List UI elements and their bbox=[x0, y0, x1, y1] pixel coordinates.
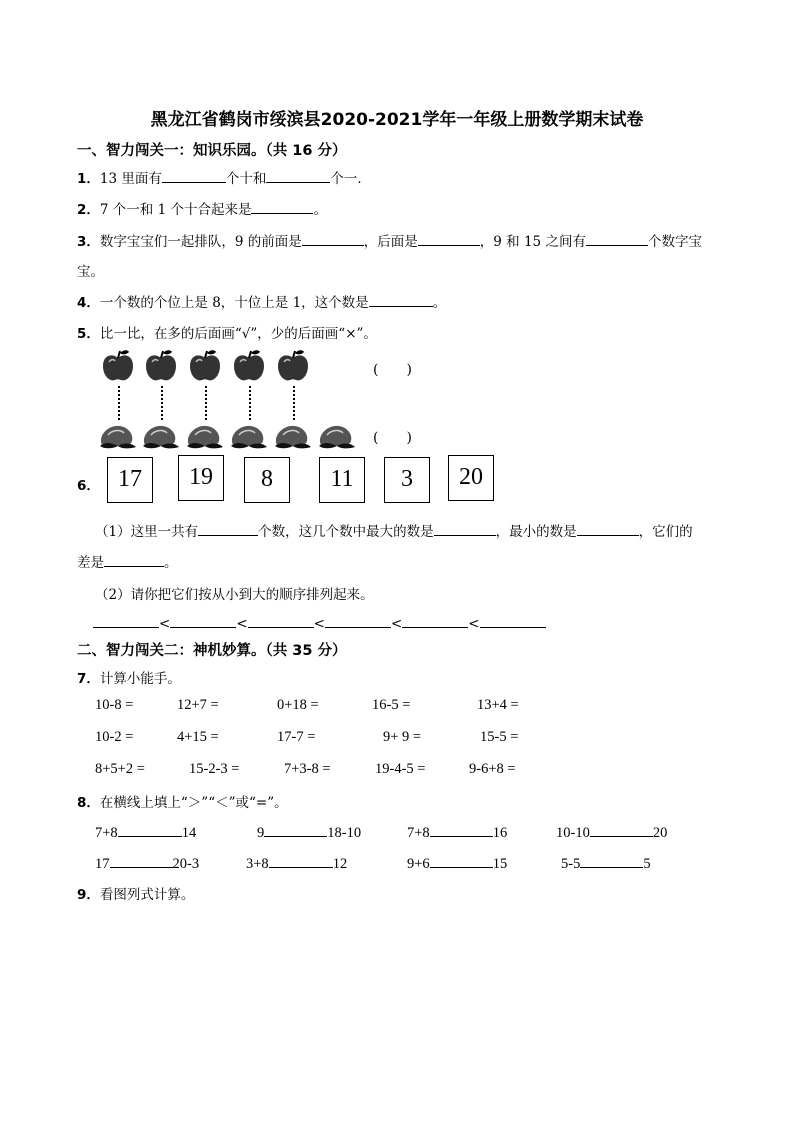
answer-blank[interactable] bbox=[198, 521, 258, 536]
compare-item bbox=[561, 853, 651, 873]
compare-right: 18-10 bbox=[327, 825, 362, 841]
q6-text-c: ，最小的数是 bbox=[495, 524, 577, 540]
compare-left: 9 bbox=[257, 825, 265, 841]
compare-item bbox=[407, 822, 507, 842]
answer-blank[interactable] bbox=[577, 521, 639, 536]
compare-right: 16 bbox=[492, 825, 508, 841]
question-3-text-a: 数字宝宝们一起排队，9 的前面是 bbox=[99, 234, 302, 250]
question-7-text: 计算小能手。 bbox=[99, 671, 181, 687]
answer-parenthesis-apples[interactable]: ( ) bbox=[373, 362, 412, 378]
ordering-line bbox=[93, 613, 546, 632]
apple-icon bbox=[100, 349, 136, 387]
compare-left: 9+6 bbox=[407, 856, 430, 872]
less-than-sign: < bbox=[236, 616, 248, 632]
peach-icon bbox=[185, 419, 225, 453]
answer-blank[interactable] bbox=[93, 613, 159, 628]
calc-item: 10-2 = bbox=[95, 729, 134, 745]
question-6-number bbox=[77, 474, 100, 494]
compare-right: 20 bbox=[652, 825, 668, 841]
dotted-connector bbox=[161, 386, 163, 420]
apple-icon bbox=[231, 349, 267, 387]
less-than-sign: < bbox=[468, 616, 480, 632]
question-6-part-1-continued bbox=[77, 551, 178, 571]
question-4 bbox=[77, 291, 446, 311]
answer-blank[interactable] bbox=[248, 613, 314, 628]
compare-blank[interactable] bbox=[590, 822, 653, 837]
calc-item: 4+15 = bbox=[177, 729, 219, 745]
less-than-sign: < bbox=[390, 616, 403, 632]
answer-blank[interactable] bbox=[586, 231, 648, 246]
question-4-text-a: 一个数的个位上是 8，十位上是 1，这个数是 bbox=[99, 295, 369, 311]
calc-item: 17-7 = bbox=[277, 729, 316, 745]
calc-item: 10-8 = bbox=[95, 697, 134, 713]
section-2-heading: 二、智力闯关二：神机妙算。（共 35 分） bbox=[77, 643, 347, 659]
question-7-number: 7． bbox=[77, 671, 100, 687]
answer-blank[interactable] bbox=[418, 231, 480, 246]
answer-parenthesis-peaches[interactable]: ( ) bbox=[373, 430, 412, 446]
calc-item: 12+7 = bbox=[177, 697, 219, 713]
number-card: 19 bbox=[178, 455, 224, 501]
number-card: 17 bbox=[107, 457, 153, 503]
question-8-text: 在横线上填上“＞”“＜”或“=”。 bbox=[99, 795, 288, 811]
compare-right: 5 bbox=[643, 856, 651, 872]
question-1-number: 1． bbox=[77, 171, 100, 187]
calc-item: 8+5+2 = bbox=[95, 761, 145, 777]
question-5-number: 5． bbox=[77, 326, 100, 342]
peach-icon bbox=[98, 419, 138, 453]
peach-icon bbox=[317, 419, 357, 453]
compare-left: 5-5 bbox=[561, 856, 581, 872]
compare-item bbox=[95, 822, 196, 842]
question-3 bbox=[77, 230, 702, 250]
answer-blank[interactable] bbox=[162, 168, 226, 183]
compare-right: 20-3 bbox=[172, 856, 200, 872]
question-3-text-c: ，9 和 15 之间有 bbox=[479, 234, 586, 250]
peach-icon bbox=[229, 419, 269, 453]
answer-blank[interactable] bbox=[369, 292, 433, 307]
compare-blank[interactable] bbox=[118, 822, 182, 837]
less-than-sign: < bbox=[313, 616, 325, 632]
compare-left: 3+8 bbox=[246, 856, 269, 872]
question-3-continued: 宝。 bbox=[77, 264, 104, 280]
number-card: 8 bbox=[244, 457, 290, 503]
answer-blank[interactable] bbox=[170, 613, 236, 628]
compare-blank[interactable] bbox=[110, 853, 173, 868]
compare-blank[interactable] bbox=[580, 853, 643, 868]
question-4-number: 4． bbox=[77, 295, 100, 311]
question-7 bbox=[77, 667, 181, 687]
q6-text-f: 。 bbox=[164, 555, 178, 571]
question-6-part-1 bbox=[95, 520, 693, 540]
compare-right: 15 bbox=[492, 856, 508, 872]
question-5-text: 比一比，在多的后面画“√”，少的后面画“×”。 bbox=[99, 326, 377, 342]
compare-right: 14 bbox=[181, 825, 197, 841]
compare-blank[interactable] bbox=[269, 853, 333, 868]
question-9-text: 看图列式计算。 bbox=[99, 887, 195, 903]
question-1-text-c: 个一． bbox=[330, 171, 371, 187]
dotted-connector bbox=[293, 386, 295, 420]
question-1-text-b: 个十和 bbox=[225, 171, 267, 187]
question-1-text-a: 13 里面有 bbox=[99, 171, 162, 187]
question-3-number: 3． bbox=[77, 234, 100, 250]
compare-item bbox=[407, 853, 507, 873]
question-2-text-b: 。 bbox=[313, 202, 327, 218]
calc-item: 19-4-5 = bbox=[375, 761, 426, 777]
question-3-text-b: ，后面是 bbox=[363, 234, 418, 250]
calc-item: 0+18 = bbox=[277, 697, 319, 713]
dotted-connector bbox=[249, 386, 251, 420]
question-9 bbox=[77, 883, 194, 903]
question-1 bbox=[77, 167, 371, 187]
dotted-connector bbox=[205, 386, 207, 420]
q6-text-e: 差是 bbox=[77, 555, 104, 571]
calc-item: 9-6+8 = bbox=[469, 761, 516, 777]
answer-blank[interactable] bbox=[251, 199, 313, 214]
compare-left: 17 bbox=[95, 856, 110, 872]
peach-icon bbox=[141, 419, 181, 453]
compare-blank[interactable] bbox=[430, 822, 493, 837]
compare-item bbox=[95, 853, 199, 873]
calc-item: 16-5 = bbox=[372, 697, 411, 713]
compare-item bbox=[556, 822, 667, 842]
compare-right: 12 bbox=[332, 856, 348, 872]
compare-blank[interactable] bbox=[264, 822, 327, 837]
question-8-number: 8． bbox=[77, 795, 100, 811]
peach-icon bbox=[273, 419, 313, 453]
answer-blank[interactable] bbox=[325, 613, 391, 628]
compare-item bbox=[246, 853, 347, 873]
answer-blank[interactable] bbox=[480, 613, 546, 628]
section-1-heading: 一、智力闯关一：知识乐园。（共 16 分） bbox=[77, 143, 347, 159]
page-title: 黑龙江省鹤岗市绥滨县2020-2021学年一年级上册数学期末试卷 bbox=[150, 110, 644, 130]
q6-text-d: ，它们的 bbox=[638, 524, 693, 540]
answer-blank[interactable] bbox=[302, 231, 364, 246]
calc-item: 9+ 9 = bbox=[383, 729, 422, 745]
question-9-number: 9． bbox=[77, 887, 100, 903]
calc-item: 15-2-3 = bbox=[189, 761, 240, 777]
compare-left: 10-10 bbox=[556, 825, 590, 841]
question-3-text-d: 个数字宝 bbox=[647, 234, 702, 250]
compare-item bbox=[257, 822, 361, 842]
compare-left: 7+8 bbox=[407, 825, 430, 841]
q6-text-b: 个数，这几个数中最大的数是 bbox=[258, 524, 434, 540]
number-card: 20 bbox=[448, 455, 494, 501]
question-5 bbox=[77, 322, 377, 342]
apple-icon bbox=[187, 349, 223, 387]
question-8 bbox=[77, 791, 288, 811]
calc-item: 13+4 = bbox=[477, 697, 519, 713]
q6-text-a: （1）这里一共有 bbox=[95, 524, 199, 540]
question-2-number: 2． bbox=[77, 202, 100, 218]
answer-blank[interactable] bbox=[104, 552, 164, 567]
question-2-text-a: 7 个一和 1 个十合起来是 bbox=[99, 202, 252, 218]
dotted-connector bbox=[118, 386, 120, 420]
answer-blank[interactable] bbox=[402, 613, 468, 628]
apple-icon bbox=[275, 349, 311, 387]
answer-blank[interactable] bbox=[434, 521, 496, 536]
calc-item: 7+3-8 = bbox=[284, 761, 331, 777]
question-4-text-b: 。 bbox=[432, 295, 447, 311]
number-card: 11 bbox=[319, 457, 365, 503]
question-6-part-2: （2）请你把它们按从小到大的顺序排列起来。 bbox=[95, 587, 374, 603]
question-2 bbox=[77, 198, 327, 218]
answer-blank[interactable] bbox=[266, 168, 330, 183]
number-card: 3 bbox=[384, 457, 430, 503]
question-6-num: 6． bbox=[77, 478, 100, 494]
less-than-sign: < bbox=[159, 616, 171, 632]
compare-blank[interactable] bbox=[430, 853, 493, 868]
apple-icon bbox=[143, 349, 179, 387]
calc-item: 15-5 = bbox=[480, 729, 519, 745]
compare-left: 7+8 bbox=[95, 825, 118, 841]
